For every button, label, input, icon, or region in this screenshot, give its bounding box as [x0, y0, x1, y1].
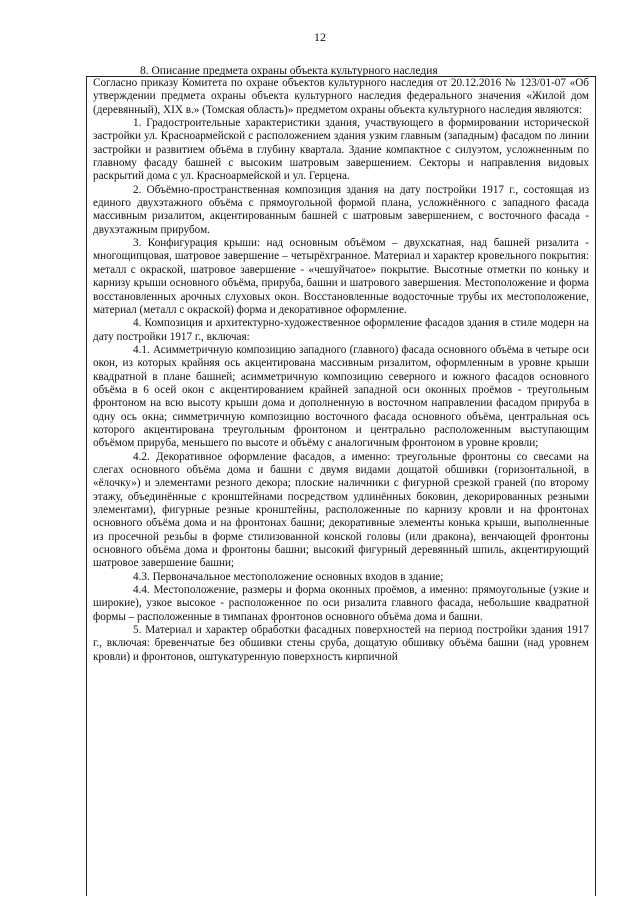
paragraph-spatial-composition: 2. Объёмно-пространственная композиция здания на дату постройки 1917 г., состоящая из единого двухэтажного объёма с прямоугольной формой плана, усложнённого с западного фасада массивным ризалитом, акцентированным башней с шатровым завершением, с восточного фасада - двухэтажным прирубом.: [93, 183, 589, 236]
paragraph-asymmetric-composition: 4.1. Асимметричную композицию западного (главного) фасада основного объёма в четыре оси окон, из которых крайняя ось акцентирована массивным ризалитом, оформленным в уровне крыши квадратной в плане башней; асимметричную композицию северного и южного фасадов основного объёма в 6 осей окон с акцентированием крайней западной оси оконных проёмов - треугольным фронтоном на всю высоту крыши дома и дополненную в восточном направлении фасадом прируба в одну ось окна; симметричную композицию восточного фасада основного объёма, центральная ось которого акцентирована треугольным фронтоном и центрально расположенным выступающим объёмом прируба, меньшего по высоте и объёму с аналогичным фронтоном в уровне кровли;: [93, 343, 589, 450]
paragraph-entrances: 4.3. Первоначальное местоположение основных входов в здание;: [133, 570, 444, 583]
paragraph-facade-composition: 4. Композиция и архитектурно-художественное оформление фасадов здания в стиле модерн на дату постройки 1917 г., включая:: [93, 317, 589, 343]
page-number: 12: [314, 30, 326, 44]
paragraph-intro: Согласно приказу Комитета по охране объектов культурного наследия от 20.12.2016 № 123/01-07 «Об утверждении предмета охраны объекта культурного наследия федерального значения «Жилой дом (деревянный), XIX в.» (Томская область)» предметом охраны объекта культурного наследия являются:: [93, 77, 589, 116]
document-box: [86, 76, 596, 896]
paragraph-urban-characteristics: 1. Градостроительные характеристики здания, участвующего в формировании исторической застройки ул. Красноармейской с расположением здания узким главным (западным) фасадом по линии застройки и развитием объёма в глубину квартала. Здание компактное с силуэтом, усложненным по главному фасаду башней с высоким шатровым завершением. Секторы и направления видовых раскрытий дома с ул. Красноармейской и ул. Герцена.: [93, 117, 589, 183]
paragraph-roof-configuration: 3. Конфигурация крыши: над основным объёмом – двухскатная, над башней ризалита - многощипцовая, шатровое завершение – четырёхгранное. Материал и характер кровельного покрытия: металл с окраской, шатровое завершение - «чешуйчатое» покрытие. Высотные отметки по коньку и карнизу крыши основного объёма, прируба, башни и шатрового завершения. Местоположение и форма восстановленных арочных слуховых окон. Восстановленные водосточные трубы их местоположение, материал (металл с окраской) форма и декоративное оформление.: [93, 237, 589, 316]
paragraph-decorative-design: 4.2. Декоративное оформление фасадов, а именно: треугольные фронтоны со свесами на слегах основного объёма дома и башни с двумя видами дощатой обшивки (горизонтальной, в «ёлочку») и элементами резного декора; плоские наличники с фигурной срезкой граней (по второму этажу, объединённые с кронштейнами посредством удлинённых боковин, декорированных резными элементами), фигурные резные кронштейны, расположенные по карнизу кровли и на фронтонах основного объёма дома и на фронтонах башни; декоративные элементы конька крыши, выполненные из просечной резьбы в форме стилизованной конской головы (или дракона), венчающей фронтоны основного объёма дома и фронтоны башни; высокий фигурный деревянный шпиль, акцентирующий шатровое завершение башни;: [93, 450, 589, 570]
section-title: 8. Описание предмета охраны объекта культурного наследия: [140, 65, 438, 77]
paragraph-window-openings: 4.4. Местоположение, размеры и форма оконных проёмов, а именно: прямоугольные (узкие и широкие), узкое высокое - расположенное по оси ризалита главного фасада, небольшие квадратной формы – расположенные в тимпанах фронтонов основного объёма дома и башни.: [93, 584, 589, 623]
paragraph-materials: 5. Материал и характер обработки фасадных поверхностей на период постройки здания 1917 г., включая: бревенчатые без обшивки стены сруба, дощатую обшивку объёма башни (над уровнем кровли) и фронтонов, оштукатуренную поверхность кирпичной: [93, 624, 589, 663]
